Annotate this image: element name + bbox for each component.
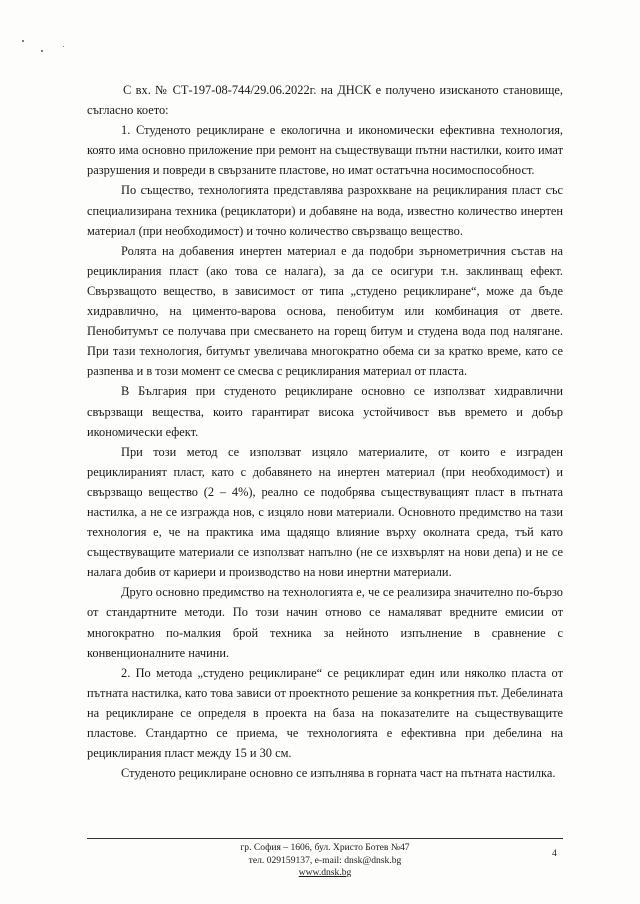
page-footer — [87, 842, 563, 880]
paragraph-speed-advantage: Друго основно предимство на технологията е, че се реализира значително по-бързо от стандартните методи. По този начин отново се намаляват вредните емисии от многократно по-малкия брой техника за нейното изпълнение в сравнение с конвенционалните начини. — [87, 585, 563, 660]
paragraph-inert-material-role: Ролята на добавения инертен материал е да подобри зърнометричния състав на рециклирания пласт (ако това се налага), за да се осигури т.н. заклинващ ефект. Свързващото вещество, в зависимост от типа „студено рециклиране“, може да бъде хидравлично, на цименто-варова основа, пенобитум или комбинация от двете. Пенобитумът се получава при смесването на горещ битум и студена вода под налягане. При тази технология, битумът увеличава многократно обема си за кратко време, като се разпенва и в този момент се смесва с рециклирания материал от пласта. — [87, 243, 563, 379]
paragraph-reference: С вх. № СТ-197-08-744/29.06.2022г. на ДНСК е получено изисканото становище, съгласно което: — [87, 83, 563, 118]
paragraph-technology-essence: По същество, технологията представлява разрохкване на рециклирания пласт със специализирана техника (рециклатори) и добавяне на вода, известно количество инертен материал (при необходимост) и точно количество свързващо вещество. — [87, 183, 563, 238]
footer-contacts: тел. 029159137, e-mail: dnsk@dnsk.bg — [248, 854, 402, 866]
paragraph-closing: Студеното рециклиране основно се изпълнява в горната част на пътната настилка. — [121, 766, 556, 781]
scan-speck — [41, 50, 43, 52]
paragraph-method-advantages: При този метод се използват изцяло материалите, от които е изграден рециклираният пласт, като с добавянето на инертен материал (при необходимост) и свързващо вещество (2 – 4%), реално се подобрява съществуващият пласт в пътната настилка, а не се изгражда нов, с изцяло нови материали. Основното предимство на тази технология е, че на практика има щадящо влияние върху околната среда, тъй като съществуващите материали се използват напълно (не се изхвърлят на нови депа) и не се налага добив от кариери и производство на нови инертни материали. — [87, 444, 563, 580]
paragraph-point-1: 1. Студеното рециклиране е екологична и икономически ефективна технология, която има основно приложение при ремонт на съществуващи пътни настилки, които имат разрушения и повреди в свързаните пластове, но имат остатъчна носимоспособност. — [87, 123, 563, 178]
paragraph-bulgaria-practice: В България при студеното рециклиране основно се използват хидравлични свързващи вещества, които гарантират висока устойчивост във времето и добър икономически ефект. — [87, 384, 563, 439]
footer-divider — [87, 838, 563, 839]
page-number: 4 — [552, 848, 557, 859]
scan-speck — [22, 40, 24, 42]
footer-address: гр. София – 1606, бул. Христо Ботев №47 — [240, 842, 410, 853]
footer-website-link[interactable]: www.dnsk.bg — [298, 867, 352, 879]
letter-body — [87, 80, 563, 783]
scan-speck — [63, 46, 64, 47]
paragraph-point-2: 2. По метода „студено рециклиране“ се рециклират един или няколко пласта от пътната настилка, като това зависи от проектното решение за конкретния път. Дебелината на рециклиране се определя в проекта на база на показателите на съществуващите пластове. Стандартно се приема, че технологията е ефективна при дебелина на рециклирания пласт между 15 и 30 см. — [87, 665, 563, 761]
